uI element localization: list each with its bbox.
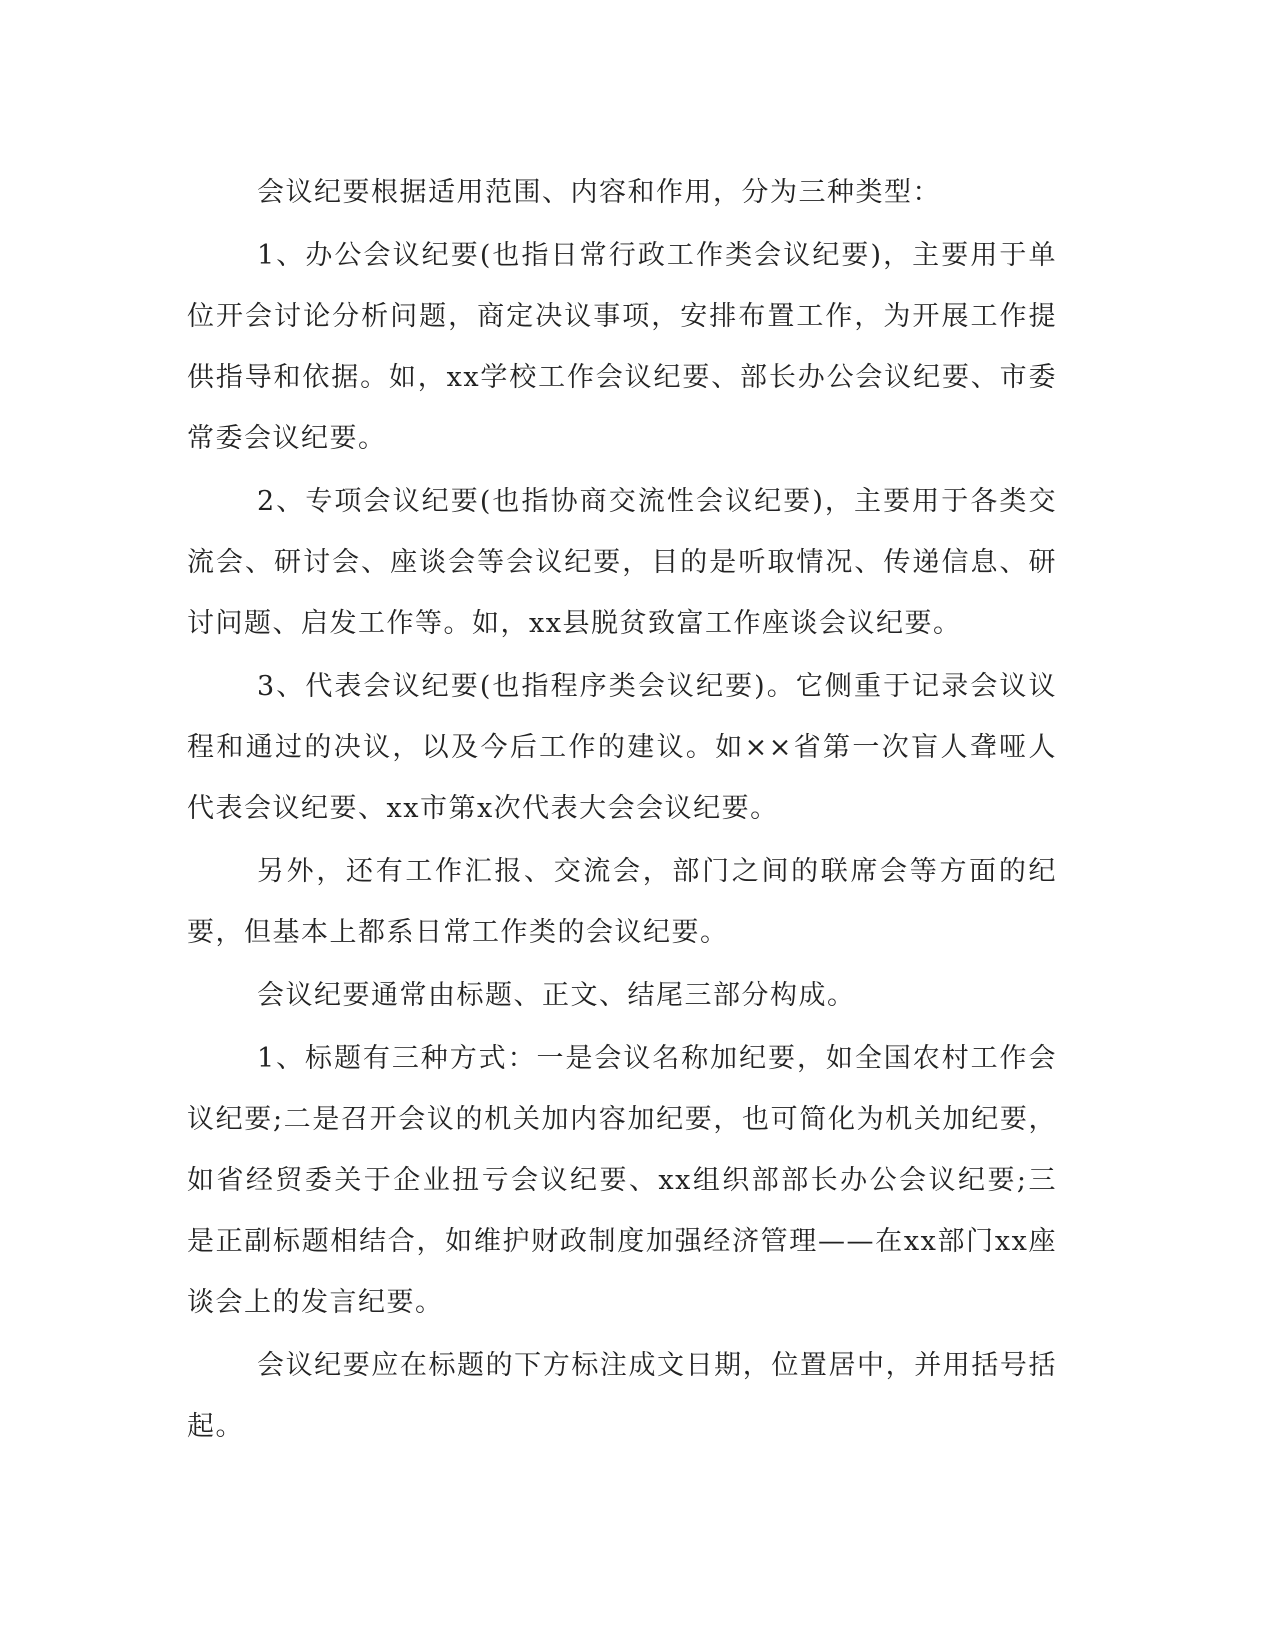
- paragraph-title-methods: 1、标题有三种方式：一是会议名称加纪要，如全国农村工作会议纪要;二是召开会议的机关加内容加纪要，也可简化为机关加纪要，如省经贸委关于企业扭亏会议纪要、xx组织部部长办公会议纪要;三是正副标题相结合，如维护财政制度加强经济管理——在xx部门xx座谈会上的发言纪要。: [187, 1043, 1057, 1318]
- paragraph-other-minutes: 另外，还有工作汇报、交流会，部门之间的联席会等方面的纪要，但基本上都系日常工作类的会议纪要。: [187, 856, 1057, 948]
- paragraph-special-meeting-minutes: 2、专项会议纪要(也指协商交流性会议纪要)，主要用于各类交流会、研讨会、座谈会等会议纪要，目的是听取情况、传递信息、研讨问题、启发工作等。如，xx县脱贫致富工作座谈会议纪要。: [187, 486, 1057, 639]
- paragraph-office-meeting-minutes: 1、办公会议纪要(也指日常行政工作类会议纪要)，主要用于单位开会讨论分析问题，商定决议事项，安排布置工作，为开展工作提供指导和依据。如，xx学校工作会议纪要、部长办公会议纪要、市委常委会议纪要。: [187, 240, 1057, 454]
- document-body: [187, 162, 1057, 1459]
- paragraph-structure-intro: 会议纪要通常由标题、正文、结尾三部分构成。: [257, 980, 856, 1011]
- paragraph-representative-meeting-minutes: 3、代表会议纪要(也指程序类会议纪要)。它侧重于记录会议议程和通过的决议，以及今后工作的建议。如××省第一次盲人聋哑人代表会议纪要、xx市第x次代表大会会议纪要。: [187, 671, 1057, 824]
- paragraph-date-placement: 会议纪要应在标题的下方标注成文日期，位置居中，并用括号括起。: [187, 1350, 1057, 1442]
- paragraph-types-intro: 会议纪要根据适用范围、内容和作用，分为三种类型：: [257, 177, 941, 208]
